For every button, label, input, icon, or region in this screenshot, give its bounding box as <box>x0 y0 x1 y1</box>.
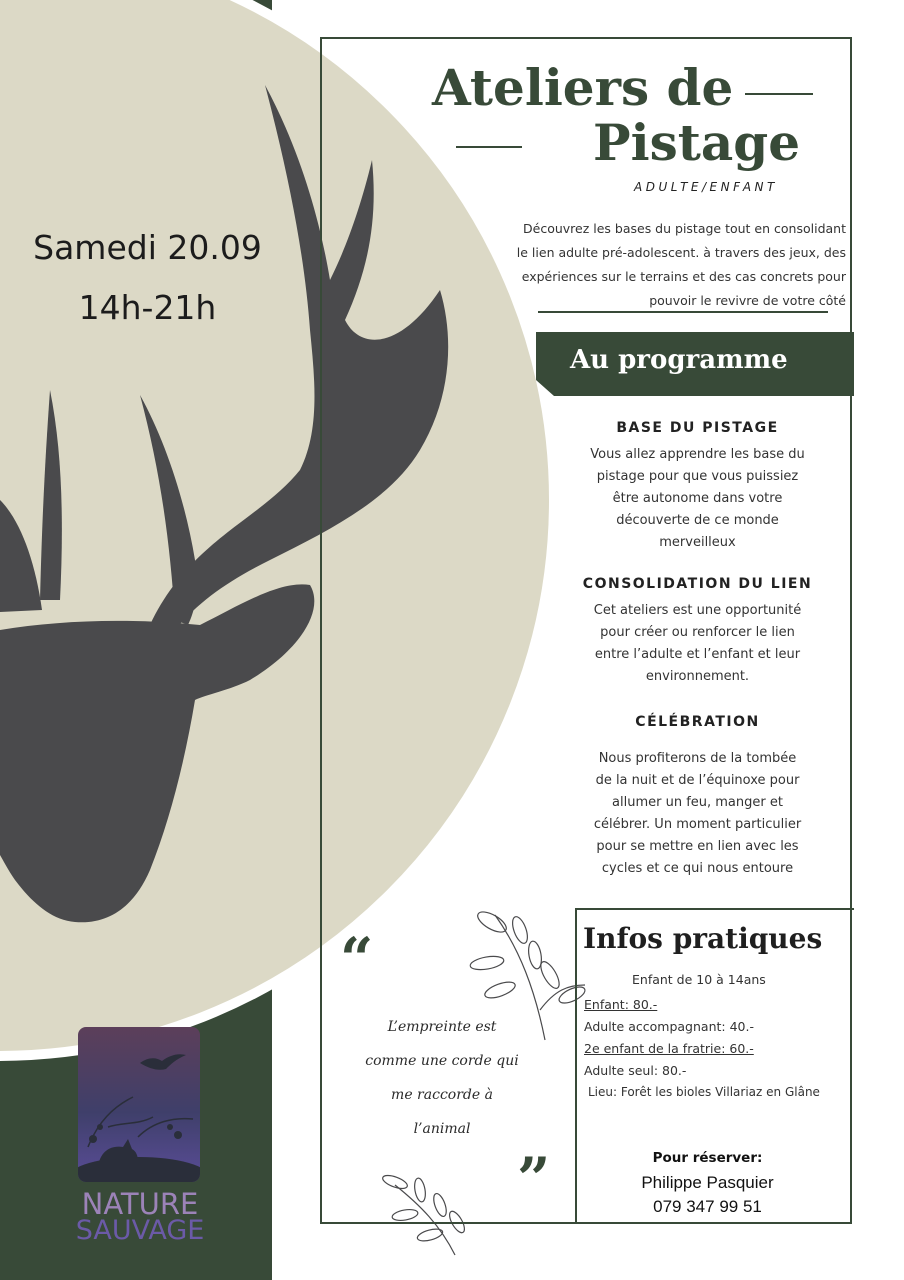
section-line: Vous allez apprendre les base du <box>590 447 805 462</box>
title-rule-left <box>456 146 522 148</box>
quote-line: comme une corde qui <box>365 1053 519 1069</box>
section-title: CONSOLIDATION DU LIEN <box>582 576 813 592</box>
section-line: de la nuit et de l’équinoxe pour <box>595 773 800 788</box>
logo-art <box>78 1027 200 1182</box>
logo-badge <box>78 1027 200 1182</box>
title-rule-right <box>745 93 813 95</box>
section-line: découverte de ce monde <box>616 513 779 528</box>
section-line: allumer un feu, manger et <box>612 795 783 810</box>
intro-line: pouvoir le revivre de votre côté <box>649 293 846 308</box>
intro-rule <box>538 311 828 313</box>
infos-adult-alone: Adulte seul: 80.- <box>584 1063 687 1078</box>
programme-section-lien <box>555 576 840 688</box>
programme-section-base <box>555 420 840 554</box>
section-line: pour se mettre en lien avec les <box>596 839 799 854</box>
intro-text <box>478 217 846 313</box>
infos-age: Enfant de 10 à 14ans <box>632 972 766 987</box>
programme-section-celebration <box>555 714 840 880</box>
section-body <box>555 444 840 554</box>
section-line: Nous profiterons de la tombée <box>598 751 797 766</box>
event-date: Samedi 20.09 <box>33 228 262 267</box>
logo-text-nature: NATURE <box>81 1187 199 1221</box>
section-line: entre l’adulte et l’enfant et leur <box>594 647 801 662</box>
section-line: pistage pour que vous puissiez <box>596 469 799 484</box>
section-title: BASE DU PISTAGE <box>616 420 779 436</box>
intro-line: Découvrez les bases du pistage tout en consolidant <box>523 221 846 236</box>
reserve-label: Pour réserver: <box>652 1150 763 1166</box>
quote-line: me raccorde à <box>391 1087 493 1103</box>
logo-text-sauvage: SAUVAGE <box>75 1215 205 1246</box>
section-body <box>555 748 840 880</box>
section-line: merveilleux <box>659 535 736 550</box>
quote-close-icon: ” <box>517 1145 551 1213</box>
infos-location: Lieu: Forêt les bioles Villariaz en Glâne <box>588 1085 820 1099</box>
title-subtitle: ADULTE/ENFANT <box>634 180 778 194</box>
contact-phone[interactable]: 079 347 99 51 <box>653 1197 762 1216</box>
infos-child-price: Enfant: 80.- <box>584 997 658 1012</box>
programme-heading: Au programme <box>570 345 788 375</box>
quote-line: L’empreinte est <box>387 1019 497 1035</box>
quote-text <box>338 1010 546 1146</box>
section-line: célébrer. Un moment particulier <box>593 817 802 832</box>
section-body <box>555 600 840 688</box>
section-line: Cet ateliers est une opportunité <box>593 603 802 618</box>
section-line: pour créer ou renforcer le lien <box>600 625 795 640</box>
infos-heading: Infos pratiques <box>583 922 823 955</box>
event-time: 14h-21h <box>78 288 217 327</box>
bird-icon <box>140 1054 186 1070</box>
quote-line: l’animal <box>413 1121 471 1137</box>
intro-line: expériences sur le terrains et des cas concrets pour <box>521 269 846 284</box>
quote-open-icon: “ <box>340 925 374 993</box>
contact-name: Philippe Pasquier <box>641 1173 774 1192</box>
section-title: CÉLÉBRATION <box>635 714 760 730</box>
section-line: cycles et ce qui nous entoure <box>601 861 794 876</box>
section-line: être autonome dans votre <box>612 491 783 506</box>
fox-icon <box>98 1139 138 1175</box>
section-line: environnement. <box>645 669 750 684</box>
title-line-1: Ateliers de <box>432 58 734 117</box>
title-line-2: Pistage <box>593 113 801 172</box>
intro-line: le lien adulte pré-adolescent. à travers des jeux, des <box>516 245 846 260</box>
infos-adult-companion: Adulte accompagnant: 40.- <box>584 1019 754 1034</box>
infos-second-child: 2e enfant de la fratrie: 60.- <box>584 1041 754 1056</box>
